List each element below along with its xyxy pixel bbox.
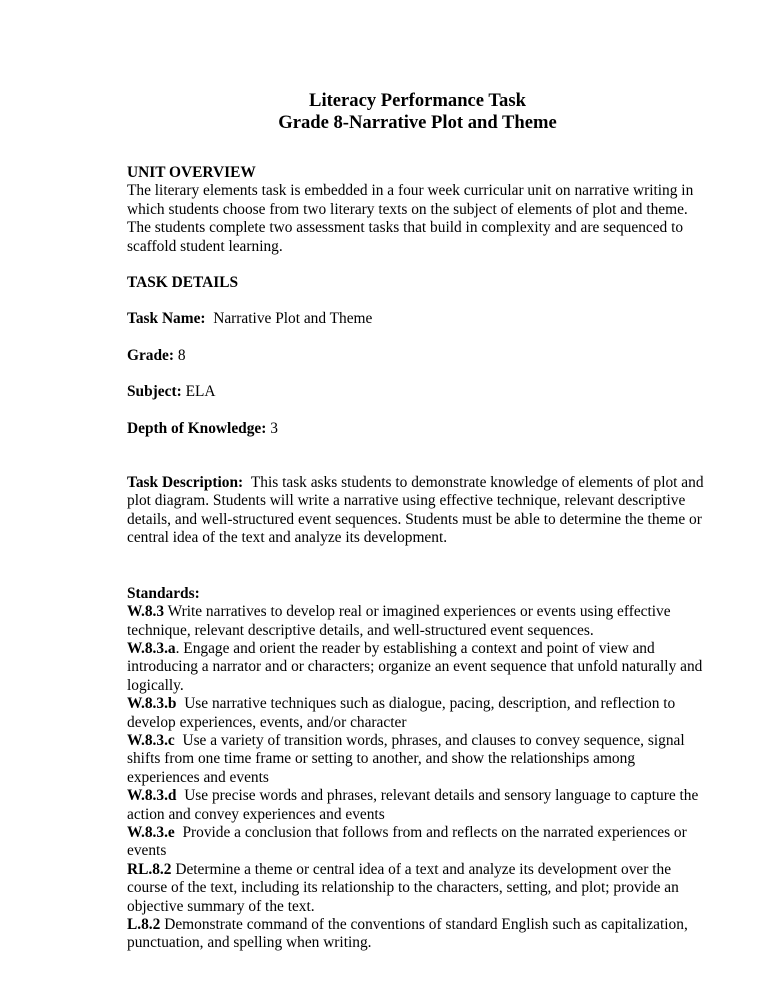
subject-field	[127, 383, 708, 401]
task-details-heading: TASK DETAILS	[127, 274, 239, 292]
depth-of-knowledge-value: 3	[270, 419, 278, 437]
standard-text: Demonstrate command of the conventions of standard English such as capitalization, punctuation, and spelling when writing.	[127, 916, 688, 952]
standard-item	[127, 640, 708, 695]
standard-code: RL.8.2	[127, 860, 172, 878]
standard-code: W.8.3.e	[127, 823, 175, 841]
standard-item	[127, 695, 708, 732]
standard-text: Write narratives to develop real or imagined experiences or events using effective technique, relevant descriptive details, and well-structured event sequences.	[127, 603, 671, 639]
unit-overview-text: The literary elements task is embedded in a four week curricular unit on narrative writing in which students choose from two literary texts on the subject of elements of plot and theme. The students complete two assessment tasks that build in complexity and are sequenced to scaffold student learning.	[127, 182, 694, 255]
standard-text: Provide a conclusion that follows from and reflects on the narrated experiences or events	[127, 823, 687, 860]
standard-code: W.8.3	[127, 603, 165, 621]
standards-heading: Standards:	[127, 584, 200, 602]
task-name-field	[127, 310, 708, 328]
standard-item	[127, 603, 708, 640]
task-name-value: Narrative Plot and Theme	[213, 310, 373, 328]
depth-of-knowledge-field	[127, 420, 708, 438]
subject-value: ELA	[185, 383, 216, 401]
standards-list	[127, 603, 708, 953]
standard-text: Determine a theme or central idea of a text and analyze its development over the course of the text, including its relationship to the characters, setting, and plot; provide an objective summary of the text.	[127, 860, 679, 915]
grade-label: Grade:	[127, 346, 175, 364]
standard-code: W.8.3.b	[127, 695, 177, 713]
document-title	[127, 90, 708, 134]
standard-item	[127, 861, 708, 916]
subject-label: Subject:	[127, 383, 182, 401]
task-description	[127, 474, 708, 548]
standard-code: W.8.3.d	[127, 787, 177, 805]
standard-item	[127, 787, 708, 824]
standard-code: L.8.2	[127, 916, 161, 933]
grade-field	[127, 347, 708, 365]
standard-text: . Engage and orient the reader by establishing a context and point of view and introducing a narrator and or characters; organize an event sequence that unfold naturally and logically.	[127, 639, 703, 694]
depth-of-knowledge-label: Depth of Knowledge:	[127, 419, 267, 437]
standard-code: W.8.3.c	[127, 731, 175, 749]
title-line-2: Grade 8-Narrative Plot and Theme	[278, 112, 557, 133]
unit-overview-heading: UNIT OVERVIEW	[127, 164, 256, 181]
standard-item	[127, 732, 708, 787]
standard-code: W.8.3.a	[127, 639, 176, 657]
standard-text: Use a variety of transition words, phrases, and clauses to convey sequence, signal shifts from one time frame or setting to another, and show the relationships among experiences and events	[127, 731, 685, 786]
standard-item	[127, 916, 708, 953]
standard-item	[127, 824, 708, 861]
standard-text: Use precise words and phrases, relevant details and sensory language to capture the action and convey experiences and events	[127, 787, 699, 823]
task-description-text: This task asks students to demonstrate knowledge of elements of plot and plot diagram. Students will write a narrative using effective technique, relevant descriptive details, and well-structured event sequences. Students must be able to determine the theme or central idea of the text and analyze its development.	[127, 474, 704, 547]
grade-value: 8	[177, 346, 186, 364]
task-description-label: Task Description:	[127, 474, 244, 492]
standard-text: Use narrative techniques such as dialogue, pacing, description, and reflection to develop experiences, events, and/or character	[127, 695, 676, 731]
title-line-1: Literacy Performance Task	[309, 90, 526, 111]
task-name-label: Task Name:	[127, 310, 206, 328]
